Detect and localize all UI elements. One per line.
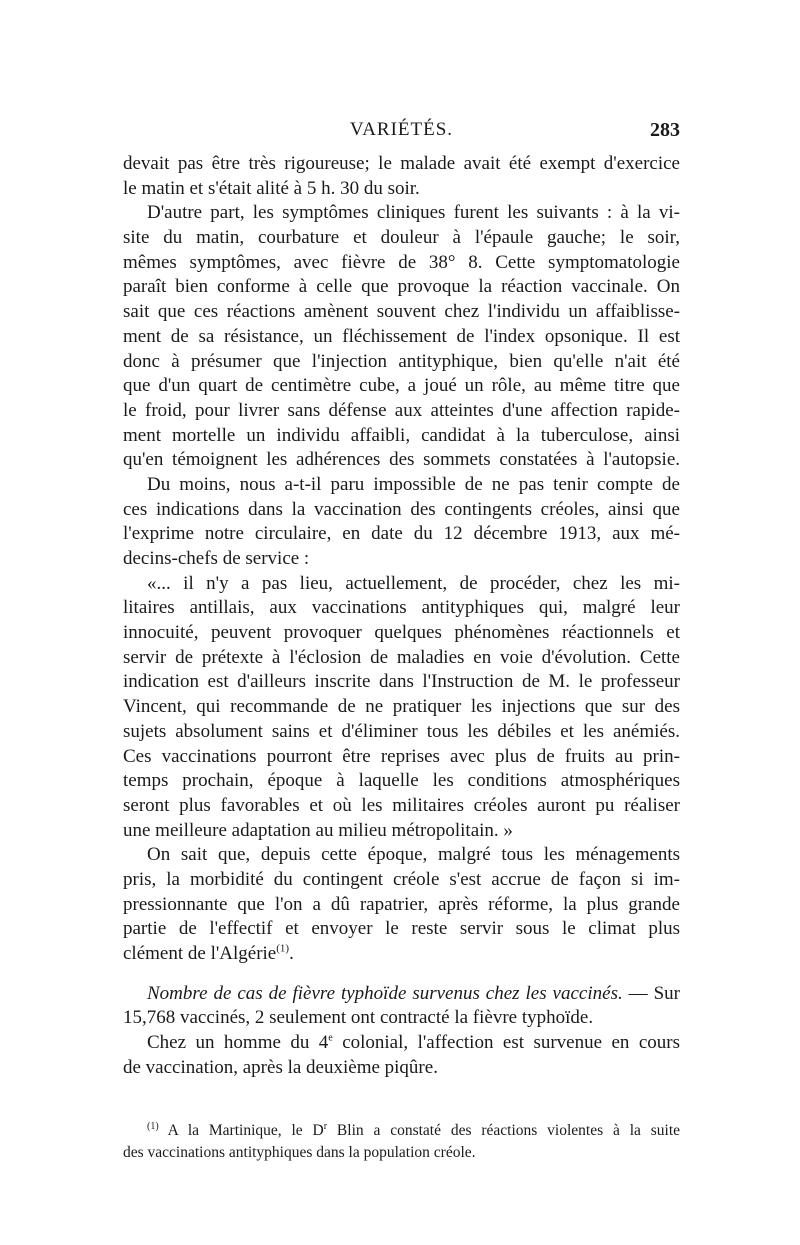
text-line: devait pas être très rigoureuse; le malade avait été exempt d'exercice — [123, 153, 680, 174]
title-superscript: r — [323, 1121, 328, 1133]
quote-line: servir de prétexte à l'éclosion de maladies en voie d'évolution. Cette — [123, 646, 680, 668]
text-line: sait que ces réactions amènent souvent chez l'individu un affaiblisse- — [123, 301, 680, 323]
text-line: pressionnante que l'on a dû rapatrier, après réforme, la plus grande — [123, 893, 680, 915]
text-line: de vaccination, après la deuxième piqûre. — [123, 1056, 438, 1078]
section-heading: Nombre de cas de fièvre typhoïde survenus chez les vaccinés. — [147, 982, 623, 1004]
text-line: partie de l'effectif et envoyer le reste servir sous le climat plus — [123, 918, 680, 940]
body-text — [123, 152, 680, 1164]
text-line: pris, la morbidité du contingent créole s'est accrue de façon si im- — [123, 868, 680, 890]
section-heading-line — [123, 982, 680, 1007]
quote-line: indication est d'ailleurs inscrite dans l'Instruction de M. le professeur — [123, 671, 680, 693]
text-line: ment mortelle un individu affaibli, candidat à la tuberculose, ainsi — [123, 424, 680, 446]
text-line: On sait que, depuis cette époque, malgré tous les ménagements — [147, 844, 680, 866]
quote-line: «... il n'y a pas lieu, actuellement, de procéder, chez les mi- — [147, 572, 680, 594]
page-number: 283 — [650, 119, 680, 141]
text-line: mêmes symptômes, avec fièvre de 38° 8. Cette symptomatologie — [123, 251, 680, 273]
text-line: l'exprime notre circulaire, en date du 12 décembre 1913, aux mé- — [123, 523, 680, 545]
text-line: donc à présumer que l'injection antityphique, bien qu'elle n'ait été — [123, 350, 680, 372]
text-line: le matin et s'était alité à 5 h. 30 du soir. — [123, 177, 420, 199]
quote-line: sujets absolument sains et d'éliminer tous les débiles et les anémiés. — [123, 720, 680, 742]
footnote-reference: (1) — [276, 942, 290, 955]
running-header — [123, 115, 680, 145]
ordinal-superscript: e — [328, 1032, 333, 1044]
text-line: le froid, pour livrer sans défense aux atteintes d'une affection rapide- — [123, 399, 680, 421]
text-line: 15,768 vaccinés, 2 seulement ont contracté la fièvre typhoïde. — [123, 1007, 594, 1029]
quote-line: innocuité, peuvent provoquer quelques phénomènes réactionnels et — [123, 622, 680, 644]
quote-line: Ces vaccinations pourront être reprises avec plus de fruits au prin- — [123, 745, 680, 767]
text-segment: Chez un homme du 4 — [147, 1032, 329, 1054]
text-line: ment de sa résistance, un fléchissement de l'index opsonique. Il est — [123, 325, 680, 347]
text-line: ces indications dans la vaccination des contingents créoles, ainsi que — [123, 498, 680, 520]
text-line: que d'un quart de centimètre cube, a joué un rôle, au même titre que — [123, 375, 680, 397]
running-title: VARIÉTÉS. — [349, 119, 454, 140]
footnote-text: Blin a constaté des réactions violentes à la suite — [327, 1122, 680, 1140]
footnote-text: A la Martinique, le D — [158, 1122, 324, 1140]
text-line-content: clément de l'Algérie — [123, 943, 277, 964]
text-line: paraît bien conforme à celle que provoque la réaction vaccinale. On — [123, 276, 680, 298]
quote-line: litaires antillais, aux vaccinations antityphiques qui, malgré leur — [123, 597, 680, 619]
footnote-line: des vaccinations antityphiques dans la population créole. — [123, 1144, 476, 1162]
text-line: qu'en témoignent les adhérences des sommets constatées à l'autopsie. — [123, 449, 680, 471]
quote-line: seront plus favorables et où les militaires créoles auront pu réaliser — [123, 794, 680, 816]
text-line: Du moins, nous a-t-il paru impossible de ne pas tenir compte de — [147, 473, 680, 495]
quote-line: une meilleure adaptation au milieu métropolitain. » — [123, 819, 513, 841]
text-segment: colonial, l'affection est survenue en cours — [332, 1032, 680, 1054]
section-heading-tail: — Sur — [622, 982, 680, 1004]
footnote-line — [123, 1120, 680, 1142]
text-line — [123, 1031, 680, 1056]
text-line: clément de l'Algérie$^{(1)}$. — [123, 942, 294, 964]
footnote-mark: (1) — [147, 1121, 159, 1133]
text-line: decins-chefs de service : — [123, 548, 310, 569]
text-line: D'autre part, les symptômes cliniques furent les suivants : à la vi- — [147, 202, 680, 224]
text-line: site du matin, courbature et douleur à l'épaule gauche; le soir, — [123, 227, 680, 249]
quote-line: Vincent, qui recommande de ne pratiquer les injections que sur des — [123, 696, 680, 718]
quote-line: temps prochain, époque à laquelle les conditions atmosphériques — [123, 770, 680, 792]
